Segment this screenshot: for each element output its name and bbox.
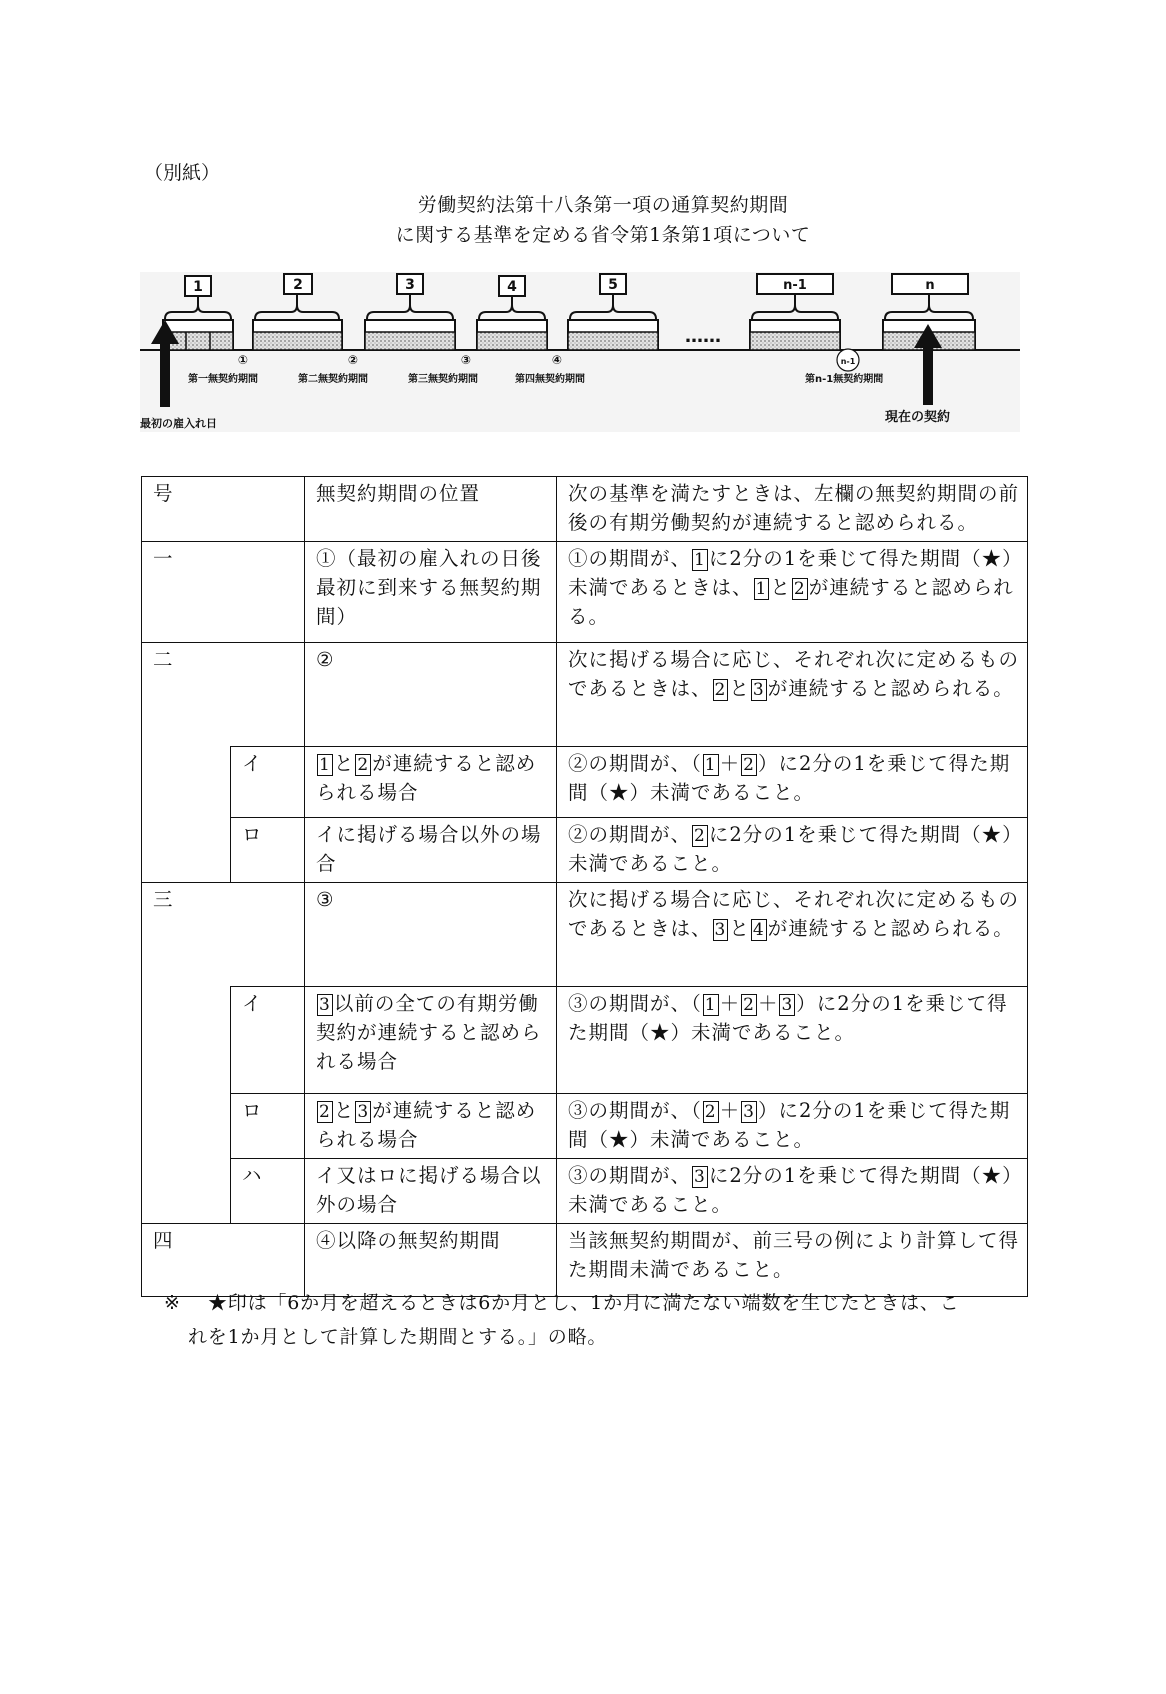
contract-label-n: n bbox=[925, 278, 935, 293]
contract-label-3: 3 bbox=[405, 277, 415, 293]
contract-n-1 bbox=[750, 274, 840, 350]
row-position: ④以降の無契約期間 bbox=[305, 1224, 557, 1297]
gap-label-2: 第二無契約期間 bbox=[298, 374, 368, 385]
contract-label-1: 1 bbox=[193, 279, 203, 295]
ellipsis: …… bbox=[685, 326, 721, 347]
row-criteria: ③の期間が、（ 1 ＋ 2 ＋ 3 ）に2分の1を乗じて得た期間（★）未満であること。 bbox=[557, 987, 1028, 1094]
row-position: ③ bbox=[305, 883, 557, 987]
contract-label-4: 4 bbox=[507, 279, 517, 295]
table-subrow bbox=[142, 987, 1028, 1094]
table-row bbox=[142, 883, 1028, 987]
footnote bbox=[164, 1286, 1034, 1354]
gap-label-3: 第三無契約期間 bbox=[408, 374, 478, 385]
current-contract-label: 現在の契約 bbox=[885, 410, 951, 425]
row-criteria: ①の期間が、 1 に2分の1を乗じて得た期間（★）未満であるときは、 1 と 2 が連続すると認められる。 bbox=[557, 542, 1028, 643]
table-subrow bbox=[142, 747, 1028, 818]
row-criteria: 当該無契約期間が、前三号の例により計算して得た期間未満であること。 bbox=[557, 1224, 1028, 1297]
footnote-line1: ★印は「6か月を超えるときは6か月とし、1か月に満たない端数を生じたときは、こ bbox=[208, 1292, 960, 1314]
row-position: イに掲げる場合以外の場合 bbox=[305, 818, 557, 883]
header-criteria: 次の基準を満たすときは、左欄の無契約期間の前後の有期労働契約が連続すると認められる。 bbox=[557, 477, 1028, 542]
timeline-svg bbox=[140, 272, 1020, 432]
row-criteria: ②の期間が、（ 1 ＋ 2 ）に2分の1を乗じて得た期間（★）未満であること。 bbox=[557, 747, 1028, 818]
contract-timeline-diagram bbox=[140, 272, 1020, 432]
subrow-label: イ bbox=[231, 747, 305, 818]
table-header-row bbox=[142, 477, 1028, 542]
subrow-label: ハ bbox=[231, 1159, 305, 1224]
row-position: 2 と 3 が連続すると認められる場合 bbox=[305, 1094, 557, 1159]
gap-marker-3: ③ bbox=[460, 353, 472, 367]
row-criteria: ③の期間が、 3 に2分の1を乗じて得た期間（★）未満であること。 bbox=[557, 1159, 1028, 1224]
row-position: ①（最初の雇入れの日後最初に到来する無契約期間） bbox=[305, 542, 557, 643]
row-number: 四 bbox=[142, 1224, 305, 1297]
contract-5 bbox=[568, 274, 658, 350]
row-criteria: ②の期間が、 2 に2分の1を乗じて得た期間（★）未満であること。 bbox=[557, 818, 1028, 883]
attachment-label: （別紙） bbox=[144, 162, 221, 184]
gap-marker-1: ① bbox=[237, 353, 249, 367]
contract-label-2: 2 bbox=[293, 277, 303, 293]
gap-label-4: 第四無契約期間 bbox=[515, 374, 585, 385]
row-criteria: 次に掲げる場合に応じ、それぞれ次に定めるものであるときは、 2 と 3 が連続すると認められる。 bbox=[557, 643, 1028, 747]
contract-2 bbox=[253, 274, 342, 350]
gap-marker-2: ② bbox=[347, 353, 359, 367]
footnote-line2: れを1か月として計算した期間とする。」の略。 bbox=[188, 1326, 608, 1348]
gap-marker-4: ④ bbox=[551, 353, 563, 367]
gap-marker-n-1: n-1 bbox=[840, 357, 856, 366]
contract-label-n-1: n-1 bbox=[783, 278, 807, 293]
table-row bbox=[142, 643, 1028, 747]
footnote-mark: ※ bbox=[164, 1292, 181, 1314]
row-position: イ又はロに掲げる場合以外の場合 bbox=[305, 1159, 557, 1224]
first-hire-label: 最初の雇入れ日 bbox=[140, 417, 217, 430]
contract-3 bbox=[365, 274, 455, 350]
criteria-table bbox=[141, 476, 1028, 1297]
page-title-line1: 労働契約法第十八条第一項の通算契約期間 bbox=[417, 194, 789, 216]
row-position: 1 と 2 が連続すると認められる場合 bbox=[305, 747, 557, 818]
table-subrow bbox=[142, 1159, 1028, 1224]
header-number: 号 bbox=[142, 477, 305, 542]
subrow-label: イ bbox=[231, 987, 305, 1094]
subrow-label: ロ bbox=[231, 1094, 305, 1159]
row-position: 3 以前の全ての有期労働契約が連続すると認められる場合 bbox=[305, 987, 557, 1094]
row-number: 三 bbox=[142, 883, 305, 987]
contract-label-5: 5 bbox=[608, 277, 618, 293]
gap-label-n-1: 第n-1無契約期間 bbox=[805, 374, 884, 385]
row-criteria: 次に掲げる場合に応じ、それぞれ次に定めるものであるときは、 3 と 4 が連続すると認められる。 bbox=[557, 883, 1028, 987]
row-number: 一 bbox=[142, 542, 305, 643]
subrow-label: ロ bbox=[231, 818, 305, 883]
page-title-line2: に関する基準を定める省令第1条第1項について bbox=[395, 224, 811, 246]
header-position: 無契約期間の位置 bbox=[305, 477, 557, 542]
row-criteria: ③の期間が、（ 2 ＋ 3 ）に2分の1を乗じて得た期間（★）未満であること。 bbox=[557, 1094, 1028, 1159]
gap-label-1: 第一無契約期間 bbox=[188, 374, 258, 385]
table-subrow bbox=[142, 818, 1028, 883]
row-position: ② bbox=[305, 643, 557, 747]
contract-4 bbox=[477, 276, 547, 350]
table-subrow bbox=[142, 1094, 1028, 1159]
row-number: 二 bbox=[142, 643, 305, 747]
table-row bbox=[142, 542, 1028, 643]
